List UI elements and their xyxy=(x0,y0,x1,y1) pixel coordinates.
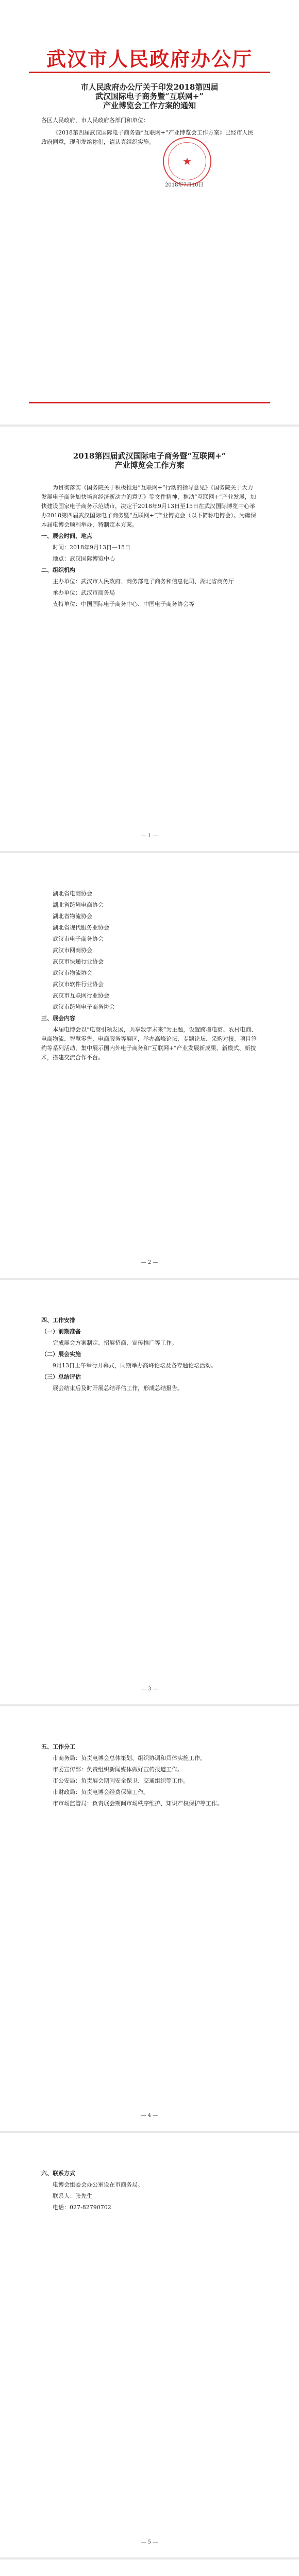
notice-title xyxy=(0,82,299,110)
duty-item: 市财政局：负责电博会经费保障工作。 xyxy=(53,1789,149,1795)
government-header: 武汉市人民政府办公厅 xyxy=(46,47,253,71)
contact-phone: 电话：027-82790702 xyxy=(53,2204,111,2211)
subheading-3-body: 展会结束后及时开展总结评估工作，形成总结报告。 xyxy=(53,1385,183,1392)
duty-item: 市商务局：负责电博会总体策划、组织协调和具体实施工作。 xyxy=(53,1755,206,1761)
page-number: — 3 — xyxy=(141,1686,158,1692)
page-number: — 2 — xyxy=(141,1260,158,1265)
subheading-2: （二）展会实施 xyxy=(41,1351,81,1358)
association-item: 武汉市快递行业协会 xyxy=(53,958,104,965)
section-heading-3: 三、展会内容 xyxy=(41,1015,75,1022)
page-1 xyxy=(0,0,299,425)
page-5-body xyxy=(41,1742,258,1810)
header-red-rule xyxy=(29,72,270,73)
page-4 xyxy=(0,1280,299,1704)
association-item: 武汉市软件行业协会 xyxy=(53,981,104,988)
page-number: — 1 — xyxy=(141,833,158,839)
association-item: 武汉市物流协会 xyxy=(53,970,92,976)
section-heading-5: 五、工作分工 xyxy=(41,1743,75,1750)
notice-title-line-3: 产业博览会工作方案的通知 xyxy=(103,101,196,110)
duty-item: 市公安局：负责展会期间安全保卫、交通组织等工作。 xyxy=(53,1777,189,1784)
event-time: 时间：2018年9月13日—15日 xyxy=(53,544,130,551)
official-seal-icon xyxy=(163,137,211,185)
subheading-1: （一）前期准备 xyxy=(41,1328,81,1335)
notice-body xyxy=(41,116,258,150)
notice-date: 2018年7月10日 xyxy=(165,182,204,188)
notice-paragraph: 《2018第四届武汉国际电子商务暨“互联网+”产业博览会工作方案》已经市人民政府同意，现印发给你们，请认真组织实施。 xyxy=(41,129,254,145)
page-2 xyxy=(0,427,299,851)
page-6 xyxy=(0,2133,299,2557)
section-3-paragraph: 本届电博会以“电商引领发展，共享数字未来”为主题，设置跨境电商、农村电商、电商物流、智慧零售、电商服务等展区，举办高峰论坛、专题论坛、采购对接、项目签约等系列活动，集中展示国内外电子商务和“互联网+”产业发展新成果、新模式、新技术，搭建交流合作平台。 xyxy=(41,1026,257,1061)
doc-title xyxy=(0,451,299,470)
event-location: 地点：武汉国际博览中心 xyxy=(53,555,115,562)
page-2-body xyxy=(41,483,258,611)
subheading-3: （三）总结评估 xyxy=(41,1374,81,1380)
association-item: 武汉市互联网行业协会 xyxy=(53,992,109,999)
association-item: 湖北省跨境电商协会 xyxy=(53,902,104,908)
seal-inner-ring xyxy=(168,142,206,180)
seal-star-icon: ★ xyxy=(182,155,192,167)
page-number: — 4 — xyxy=(141,2113,158,2119)
duty-item: 市市场监管局：负责展会期间市场秩序维护、知识产权保护等工作。 xyxy=(53,1800,223,1807)
contact-line: 电博会组委会办公室设在市商务局。 xyxy=(53,2181,143,2188)
subheading-2-body: 9月13日上午举行开幕式，同期举办高峰论坛及各专题论坛活动。 xyxy=(53,1362,217,1369)
association-item: 湖北省现代服务业协会 xyxy=(53,924,109,931)
page-4-body xyxy=(41,1316,258,1395)
duty-item: 市委宣传部：负责组织新闻媒体做好宣传报道工作。 xyxy=(53,1766,183,1773)
association-item: 武汉市跨境电子商务协会 xyxy=(53,1004,115,1010)
recipients: 各区人民政府，市人民政府各部门和单位： xyxy=(41,117,149,124)
association-item: 武汉市网商协会 xyxy=(53,947,92,954)
notice-title-line-2: 武汉国际电子商务暨“互联网+” xyxy=(95,92,204,101)
association-item: 湖北省物流协会 xyxy=(53,913,92,920)
section-heading-6: 六、联系方式 xyxy=(41,2170,75,2177)
page-number: — 5 — xyxy=(141,2539,158,2545)
contact-person: 联系人：张先生 xyxy=(53,2193,92,2199)
page-3 xyxy=(0,853,299,1278)
org-host: 主办单位：武汉市人民政府、商务部电子商务和信息化司、湖北省商务厅 xyxy=(53,578,234,585)
intro-paragraph: 为贯彻落实《国务院关于积极推进“互联网+”行动的指导意见》《国务院关于大力发展电子商务加快培育经济新动力的意见》等文件精神，推动“互联网+”产业发展，加快建设国家电子商务示范城市，决定于2018年9月13日至15日在武汉国际博览中心举办2018第四届武汉国际电子商务暨“互联网+”产业博览会（以下简称电博会）。为确保本届电博会顺利举办，特制定本方案。 xyxy=(41,484,256,528)
footer-red-rule xyxy=(29,402,270,403)
blank-page-tail xyxy=(0,2560,299,2576)
section-heading-1: 一、展会时间、地点 xyxy=(41,533,92,539)
page-5 xyxy=(0,1706,299,2131)
notice-title-line-1: 市人民政府办公厅关于印发2018第四届 xyxy=(80,82,219,92)
association-item: 武汉市电子商务协会 xyxy=(53,936,104,942)
org-organizer: 承办单位：武汉市商务局 xyxy=(53,589,115,596)
doc-title-line-2: 产业博览会工作方案 xyxy=(114,461,185,470)
section-heading-2: 二、组织机构 xyxy=(41,567,75,573)
subheading-1-body: 完成展会方案制定、招展招商、宣传推广等工作。 xyxy=(53,1340,177,1346)
page-3-body xyxy=(41,889,258,1064)
page-6-body xyxy=(41,2169,258,2214)
org-supporters: 支持单位：中国国际电子商务中心、中国电子商务协会等 xyxy=(53,601,194,607)
section-heading-4: 四、工作安排 xyxy=(41,1317,75,1324)
doc-title-line-1: 2018第四届武汉国际电子商务暨“互联网+” xyxy=(73,451,226,461)
association-item: 湖北省电商协会 xyxy=(53,890,92,897)
